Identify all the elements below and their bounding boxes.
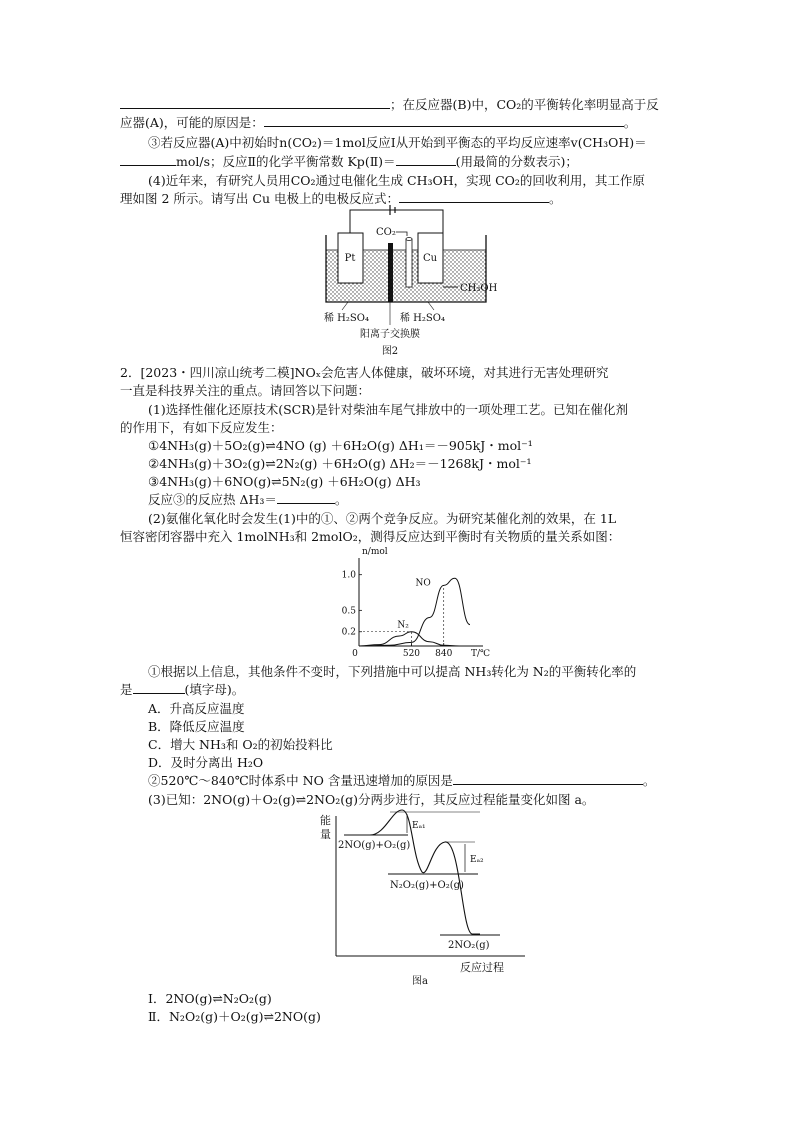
series-line-0 xyxy=(359,578,470,646)
line-6: 理如图 2 所示。请写出 Cu 电极上的电极反应式： 。 xyxy=(120,191,562,206)
x-axis-title: T/℃ xyxy=(471,649,491,658)
y-tick-label: 0.5 xyxy=(341,606,356,617)
ch3oh-label: CH₃OH xyxy=(460,283,498,294)
y-axis-label-2: 量 xyxy=(320,828,331,841)
figure-caption: 图2 xyxy=(381,346,399,357)
pt-label: Pt xyxy=(344,253,356,264)
y-tick-label: 0.2 xyxy=(341,627,356,638)
sub1-line-1: ①根据以上信息，其他条件不变时，下列措施中可以提高 NH₃转化为 N₂的平衡转化率的 xyxy=(148,664,637,679)
acid-left-label: 稀 H₂SO₄ xyxy=(324,313,369,324)
step-1: Ⅰ．2NO(g)⇌N₂O₂(g) xyxy=(148,991,272,1006)
reaction-3: ③4NH₃(g)＋6NO(g)⇌5N₂(g) ＋6H₂O(g) ΔH₃ xyxy=(148,474,421,489)
reaction-2: ②4NH₃(g)＋3O₂(g)⇌2N₂(g) ＋6H₂O(g) ΔH₂＝－1268kJ・mol⁻¹ xyxy=(148,456,532,471)
option-b[interactable]: B．降低反应温度 xyxy=(148,719,245,734)
series-label-1: N₂ xyxy=(397,620,409,631)
cu-label: Cu xyxy=(422,253,438,264)
answer-blank[interactable] xyxy=(453,772,643,785)
origin-label: 0 xyxy=(352,649,358,658)
step-2: Ⅱ．N₂O₂(g)＋O₂(g)⇌2NO(g) xyxy=(148,1009,321,1024)
product-label: 2NO₂(g) xyxy=(448,940,490,951)
line-3: ③若反应器(A)中初始时n(CO₂)＝1mol反应Ⅰ从开始到平衡态的平均反应速率v(CH₃OH)＝ xyxy=(148,135,647,150)
ea1-label: Eₐ₁ xyxy=(412,821,426,831)
acid-right-label: 稀 H₂SO₄ xyxy=(400,313,445,324)
option-d[interactable]: D．及时分离出 H₂O xyxy=(148,755,264,770)
line-5: (4)近年来，有研究人员用CO₂通过电催化生成 CH₃OH，实现 CO₂的回收利用，其工作原 xyxy=(148,173,645,188)
co2-label: CO₂ xyxy=(376,227,396,238)
sub1-line-2: 是 (填字母)。 xyxy=(120,682,245,697)
y-axis-label-1: 能 xyxy=(320,814,331,827)
answer-blank[interactable] xyxy=(277,491,335,504)
membrane xyxy=(388,243,393,302)
option-c[interactable]: C．增大 NH₃和 O₂的初始投料比 xyxy=(148,737,333,752)
option-a[interactable]: A．升高反应温度 xyxy=(148,701,245,716)
y-tick-label: 1.0 xyxy=(341,570,356,581)
answer-blank[interactable] xyxy=(264,114,624,127)
x-axis-label: 反应过程 xyxy=(460,961,504,974)
q2-line-1: 2．[2023・四川凉山统考二模]NOₓ会危害人体健康，破坏环境，对其进行无害处理研究 xyxy=(120,365,609,380)
part2-line-1: (2)氨催化氧化时会发生(1)中的①、②两个竞争反应。为研究某催化剂的效果，在 1L xyxy=(148,511,617,526)
sub2-line: ②520℃～840℃时体系中 NO 含量迅速增加的原因是 。 xyxy=(148,773,656,788)
line-1: ；在反应器(B)中，CO₂的平衡转化率明显高于反 xyxy=(120,96,659,114)
electrolysis-figure xyxy=(318,205,518,360)
answer-blank[interactable] xyxy=(120,96,390,109)
line-2: 应器(A)，可能的原因是： 。 xyxy=(120,115,637,130)
chart-axes xyxy=(342,547,490,658)
q2-line-4: 的作用下，有如下反应发生： xyxy=(120,420,283,435)
chart-marks xyxy=(359,578,470,646)
y-axis-title: n/mol xyxy=(362,547,388,557)
energy-diagram xyxy=(300,808,530,988)
q2-line-3: (1)选择性催化还原技术(SCR)是针对柴油车尾气排放中的一项处理工艺。已知在催化剂 xyxy=(148,402,629,417)
ea2-label: Eₐ₂ xyxy=(470,855,484,865)
series-label-0: NO xyxy=(415,578,431,589)
reaction-1: ①4NH₃(g)＋5O₂(g)⇌4NO (g) ＋6H₂O(g) ΔH₁＝－905kJ・mol⁻¹ xyxy=(148,438,533,453)
figure-caption: 图a xyxy=(412,976,428,987)
line-4: mol/s；反应Ⅱ的化学平衡常数 Kp(Ⅱ)＝ (用最简的分数表示)； xyxy=(120,153,578,171)
answer-blank[interactable] xyxy=(396,153,456,166)
equilibrium-chart xyxy=(335,546,495,658)
series-line-1 xyxy=(359,632,460,646)
intermediate-label: N₂O₂(g)+O₂(g) xyxy=(390,880,464,891)
part3-line: (3)已知：2NO(g)＋O₂(g)⇌2NO₂(g)分两步进行，其反应过程能量变化如图 a。 xyxy=(148,792,595,807)
answer-blank[interactable] xyxy=(120,153,176,166)
reactant-label: 2NO(g)+O₂(g) xyxy=(338,840,411,851)
reaction-3-heat: 反应③的反应热 ΔH₃＝ 。 xyxy=(148,492,348,507)
answer-blank[interactable] xyxy=(133,681,185,694)
q2-line-2: 一直是科技界关注的重点。请回答以下问题： xyxy=(120,383,371,398)
part2-line-2: 恒容密闭容器中充入 1molNH₃和 2molO₂，测得反应达到平衡时有关物质的量关系如图： xyxy=(120,529,621,544)
x-tick-label: 840 xyxy=(435,649,453,658)
membrane-label: 阳离子交换膜 xyxy=(360,329,420,340)
answer-blank[interactable] xyxy=(399,190,549,203)
x-tick-label: 520 xyxy=(402,649,421,658)
